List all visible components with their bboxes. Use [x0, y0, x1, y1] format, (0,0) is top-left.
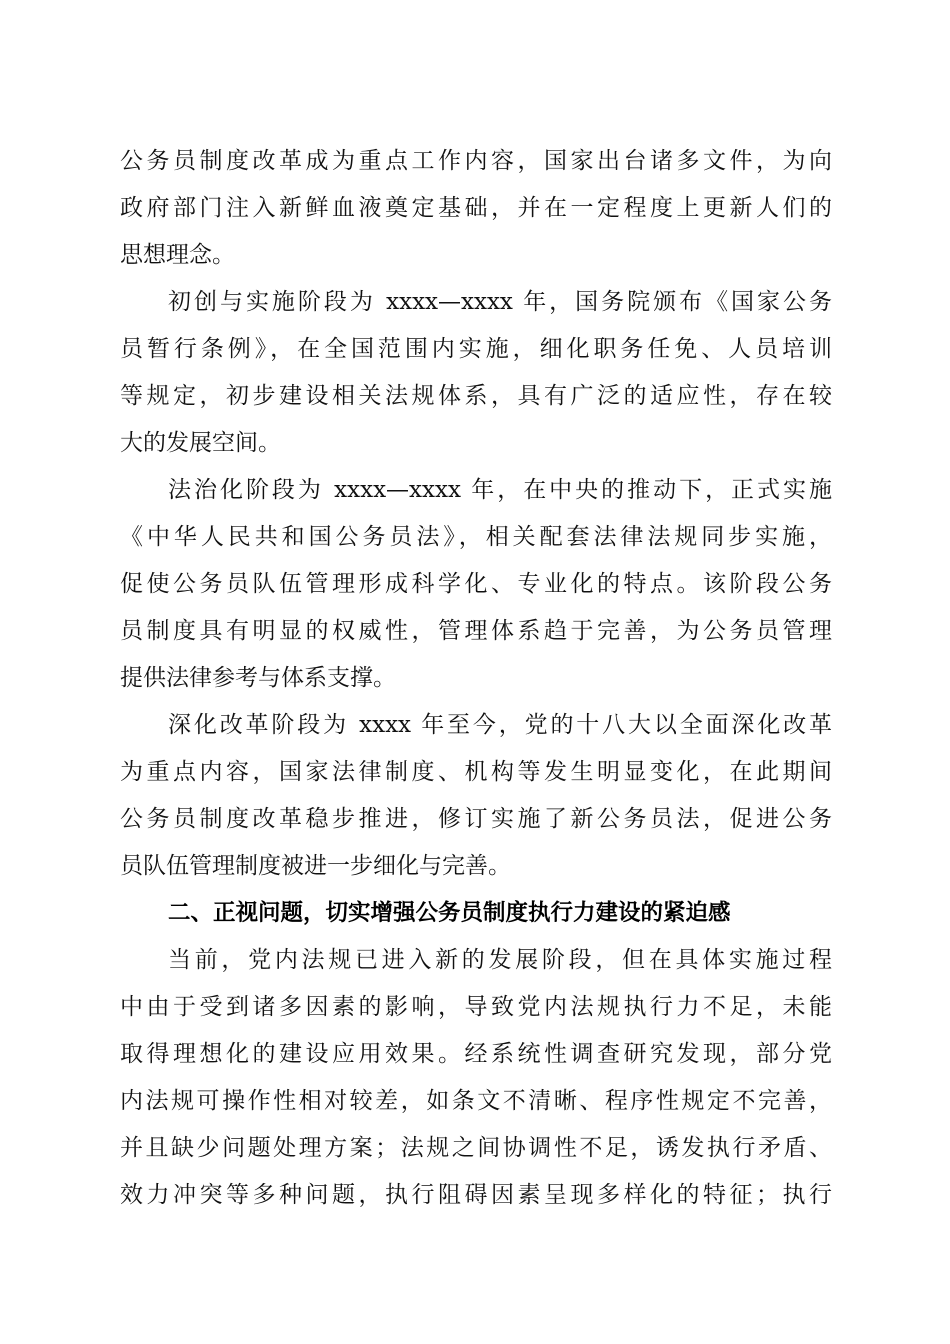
paragraph-line: 初创与实施阶段为 xxxx—xxxx 年，国务院颁布《国家公务 — [168, 289, 832, 315]
paragraph-4 — [120, 702, 832, 890]
paragraph-line: 并且缺少问题处理方案；法规之间协调性不足，诱发执行矛盾、 — [120, 1135, 832, 1161]
paragraph-line: 大的发展空间。 — [120, 430, 281, 456]
paragraph-line: 提供法律参考与体系支撑。 — [120, 665, 396, 691]
paragraph-line: 思想理念。 — [120, 242, 235, 268]
paragraph-line: 效力冲突等多种问题，执行阻碍因素呈现多样化的特征；执行 — [120, 1182, 832, 1208]
paragraph-line: 中由于受到诸多因素的影响，导致党内法规执行力不足，未能 — [120, 994, 832, 1020]
paragraph-2 — [120, 279, 832, 467]
paragraph-line: 促使公务员队伍管理形成科学化、专业化的特点。该阶段公务 — [120, 571, 832, 597]
paragraph-line: 取得理想化的建设应用效果。经系统性调查研究发现，部分党 — [120, 1041, 832, 1067]
section-heading: 二、正视问题，切实增强公务员制度执行力建设的紧迫感 — [168, 900, 731, 926]
paragraph-line: 深化改革阶段为 xxxx 年至今，党的十八大以全面深化改革 — [168, 712, 832, 738]
paragraph-line: 员队伍管理制度被进一步细化与完善。 — [120, 853, 511, 879]
paragraph-line: 员暂行条例》，在全国范围内实施，细化职务任免、人员培训 — [120, 336, 832, 362]
paragraph-line: 为重点内容，国家法律制度、机构等发生明显变化，在此期间 — [120, 759, 832, 785]
paragraph-5 — [120, 937, 832, 1219]
paragraph-line: 公务员制度改革稳步推进，修订实施了新公务员法，促进公务 — [120, 806, 832, 832]
paragraph-line: 公务员制度改革成为重点工作内容，国家出台诸多文件，为向 — [120, 148, 832, 174]
document-body — [120, 138, 832, 1219]
paragraph-line: 内法规可操作性相对较差，如条文不清晰、程序性规定不完善， — [120, 1088, 832, 1114]
paragraph-3 — [120, 467, 832, 702]
paragraph-line: 员制度具有明显的权威性，管理体系趋于完善，为公务员管理 — [120, 618, 832, 644]
paragraph-line: 当前，党内法规已进入新的发展阶段，但在具体实施过程 — [168, 947, 832, 973]
paragraph-line: 政府部门注入新鲜血液奠定基础，并在一定程度上更新人们的 — [120, 195, 832, 221]
paragraph-1 — [120, 138, 832, 279]
paragraph-line: 《中华人民共和国公务员法》，相关配套法律法规同步实施， — [120, 524, 832, 550]
paragraph-line: 等规定，初步建设相关法规体系，具有广泛的适应性，存在较 — [120, 383, 832, 409]
paragraph-line: 法治化阶段为 xxxx—xxxx 年，在中央的推动下，正式实施 — [168, 477, 832, 503]
